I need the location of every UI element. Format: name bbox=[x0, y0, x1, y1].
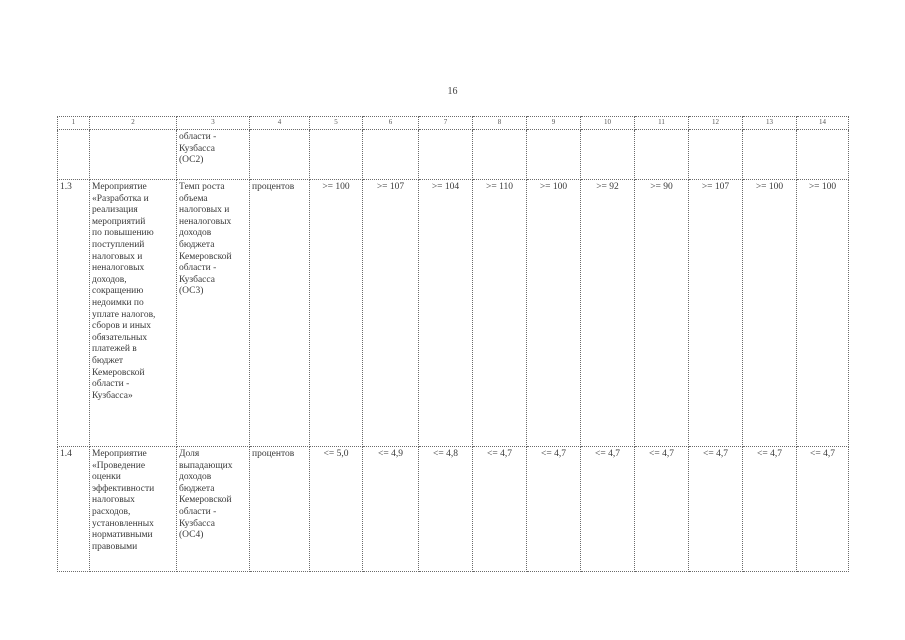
header-cell: 4 bbox=[250, 117, 310, 130]
value-cell bbox=[581, 130, 635, 180]
header-cell: 11 bbox=[635, 117, 689, 130]
header-cell: 8 bbox=[473, 117, 527, 130]
header-cell: 5 bbox=[310, 117, 363, 130]
value-cell bbox=[473, 130, 527, 180]
value-cell bbox=[310, 130, 363, 180]
value-cell: >= 100 bbox=[797, 180, 849, 447]
event-cell bbox=[90, 447, 177, 572]
table-header-row bbox=[58, 117, 849, 130]
event-cell bbox=[90, 180, 177, 447]
row-number-cell: 1.4 bbox=[58, 447, 90, 572]
value-cell: <= 4,7 bbox=[527, 447, 581, 572]
unit-cell: процентов bbox=[250, 180, 310, 447]
value-cell: <= 4,7 bbox=[743, 447, 797, 572]
value-cell: <= 4,7 bbox=[581, 447, 635, 572]
header-cell: 6 bbox=[363, 117, 419, 130]
row-number-cell: 1.3 bbox=[58, 180, 90, 447]
indicator-cell bbox=[177, 447, 250, 572]
indicator-text: Доля выпадающих доходов бюджета Кемеровской области - Кузбасса (ОС4) bbox=[179, 449, 233, 541]
header-cell: 1 bbox=[58, 117, 90, 130]
header-cell: 13 bbox=[743, 117, 797, 130]
header-cell: 7 bbox=[419, 117, 473, 130]
row-number-cell bbox=[58, 130, 90, 180]
value-cell bbox=[419, 130, 473, 180]
value-cell: >= 107 bbox=[363, 180, 419, 447]
value-cell bbox=[689, 130, 743, 180]
indicator-cell bbox=[177, 130, 250, 180]
header-cell: 12 bbox=[689, 117, 743, 130]
value-cell: >= 90 bbox=[635, 180, 689, 447]
value-cell: >= 104 bbox=[419, 180, 473, 447]
value-cell bbox=[635, 130, 689, 180]
page-number: 16 bbox=[447, 86, 458, 97]
value-cell: >= 107 bbox=[689, 180, 743, 447]
table-row bbox=[58, 130, 849, 180]
value-cell bbox=[743, 130, 797, 180]
indicator-text: Темп роста объема налоговых и неналоговых доходов бюджета Кемеровской области - Кузбасса (ОС3) bbox=[179, 182, 232, 297]
table-row bbox=[58, 180, 849, 447]
value-cell: >= 110 bbox=[473, 180, 527, 447]
header-cell: 2 bbox=[90, 117, 177, 130]
unit-cell: процентов bbox=[250, 447, 310, 572]
header-cell: 9 bbox=[527, 117, 581, 130]
header-cell: 3 bbox=[177, 117, 250, 130]
indicator-table bbox=[57, 116, 849, 572]
value-cell: >= 100 bbox=[527, 180, 581, 447]
header-cell: 14 bbox=[797, 117, 849, 130]
value-cell: <= 5,0 bbox=[310, 447, 363, 572]
event-text: Мероприятие «Проведение оценки эффективности налоговых расходов, установленных нормативными правовыми bbox=[92, 449, 155, 552]
event-text: Мероприятие «Разработка и реализация мероприятий по повышению поступлений налоговых и неналоговых доходов, сокращению недоимки по уплате налогов, сборов и иных обязательных платежей в бюджет Кемеровской области - Кузбасса» bbox=[92, 182, 156, 401]
value-cell: <= 4,7 bbox=[797, 447, 849, 572]
value-cell: <= 4,8 bbox=[419, 447, 473, 572]
value-cell: <= 4,7 bbox=[689, 447, 743, 572]
header-cell: 10 bbox=[581, 117, 635, 130]
event-cell bbox=[90, 130, 177, 180]
value-cell bbox=[527, 130, 581, 180]
indicator-cell bbox=[177, 180, 250, 447]
value-cell bbox=[363, 130, 419, 180]
value-cell: >= 100 bbox=[743, 180, 797, 447]
value-cell: <= 4,7 bbox=[635, 447, 689, 572]
table-row bbox=[58, 447, 849, 572]
value-cell: <= 4,9 bbox=[363, 447, 419, 572]
value-cell bbox=[797, 130, 849, 180]
indicator-text: области - Кузбасса (ОС2) bbox=[179, 132, 217, 166]
value-cell: <= 4,7 bbox=[473, 447, 527, 572]
value-cell: >= 92 bbox=[581, 180, 635, 447]
value-cell: >= 100 bbox=[310, 180, 363, 447]
unit-cell bbox=[250, 130, 310, 180]
